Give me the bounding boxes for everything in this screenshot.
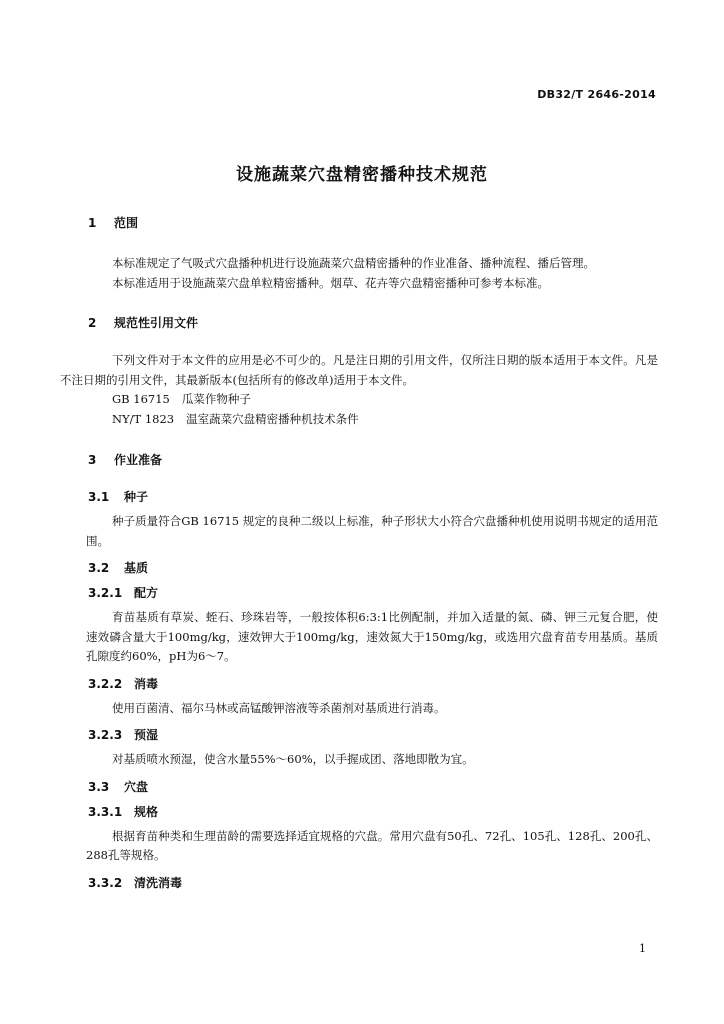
heading-number: 3.2 xyxy=(88,561,110,575)
heading-number: 3.3.1 xyxy=(88,804,123,819)
paragraph: 下列文件对于本文件的应用是必不可少的。凡是注日期的引用文件，仅所注日期的版本适用于本文件。凡是不注日期的引用文件，其最新版本(包括所有的修改单)适用于本文件。 xyxy=(60,353,658,387)
heading-number: 1 xyxy=(88,216,97,230)
heading-pre-wetting xyxy=(88,726,658,744)
heading-text: 预湿 xyxy=(134,728,159,742)
heading-disinfection xyxy=(88,675,658,693)
heading-cleaning-disinfection xyxy=(88,874,658,892)
heading-number: 3.2.2 xyxy=(88,676,123,691)
paragraph: 本标准适用于设施蔬菜穴盘单粒精密播种。烟草、花卉等穴盘精密播种可参考本标准。 xyxy=(112,275,549,290)
heading-seeds xyxy=(88,488,658,506)
heading-formula xyxy=(88,584,658,602)
reference-code: GB 16715 xyxy=(112,392,170,406)
paragraph: 种子质量符合GB 16715 规定的良种二级以上标准，种子形状大小符合穴盘播种机使用说明书规定的适用范围。 xyxy=(86,514,658,548)
heading-text: 作业准备 xyxy=(114,453,163,467)
heading-substrate xyxy=(88,559,658,577)
heading-number: 2 xyxy=(88,316,97,330)
standard-code: DB32/T 2646-2014 xyxy=(537,88,656,101)
heading-text: 消毒 xyxy=(134,676,159,691)
heading-text: 基质 xyxy=(124,561,149,575)
heading-number: 3.3 xyxy=(88,779,110,794)
reference-name: 温室蔬菜穴盘精密播种机技术条件 xyxy=(186,411,359,426)
heading-text: 配方 xyxy=(134,586,159,600)
heading-number: 3 xyxy=(88,453,97,467)
heading-plug-tray xyxy=(88,778,658,796)
paragraph: 使用百菌清、福尔马林或高锰酸钾溶液等杀菌剂对基质进行消毒。 xyxy=(112,700,446,715)
heading-text: 种子 xyxy=(124,490,149,504)
paragraph: 根据育苗种类和生理苗龄的需要选择适宜规格的穴盘。常用穴盘有50孔、72孔、105孔、128孔、200孔、288孔等规格。 xyxy=(86,828,658,862)
heading-text: 范围 xyxy=(114,216,139,230)
paragraph: 育苗基质有草炭、蛭石、珍珠岩等，一般按体积6:3:1比例配制，并加入适量的氮、磷、钾三元复合肥，使速效磷含量大于100mg/kg，速效钾大于100mg/kg，速效氮大于150mg/kg，或选用穴盘育苗专用基质。基质孔隙度约60%，pH为6～7。 xyxy=(86,610,658,663)
paragraph: 对基质喷水预湿，使含水量55%～60%，以手握成团、落地即散为宜。 xyxy=(112,752,474,766)
reference-item xyxy=(112,390,658,410)
heading-number: 3.1 xyxy=(88,490,110,504)
document-body xyxy=(60,214,658,892)
heading-number: 3.2.1 xyxy=(88,586,123,600)
paragraph: 本标准规定了气吸式穴盘播种机进行设施蔬菜穴盘精密播种的作业准备、播种流程、播后管理。 xyxy=(112,256,595,270)
heading-text: 清洗消毒 xyxy=(134,875,183,890)
page-number: 1 xyxy=(639,942,646,955)
heading-normative-references xyxy=(88,314,658,332)
reference-code: NY/T 1823 xyxy=(112,411,175,426)
document-title: 设施蔬菜穴盘精密播种技术规范 xyxy=(236,165,488,185)
heading-specifications xyxy=(88,803,658,821)
heading-scope xyxy=(88,214,658,232)
heading-preparation xyxy=(88,451,658,469)
reference-name: 瓜菜作物种子 xyxy=(181,392,251,406)
heading-text: 规范性引用文件 xyxy=(114,316,199,330)
reference-item xyxy=(112,410,658,430)
heading-number: 3.2.3 xyxy=(88,728,123,742)
heading-text: 规格 xyxy=(134,804,159,819)
heading-text: 穴盘 xyxy=(124,779,149,794)
heading-number: 3.3.2 xyxy=(88,875,123,890)
